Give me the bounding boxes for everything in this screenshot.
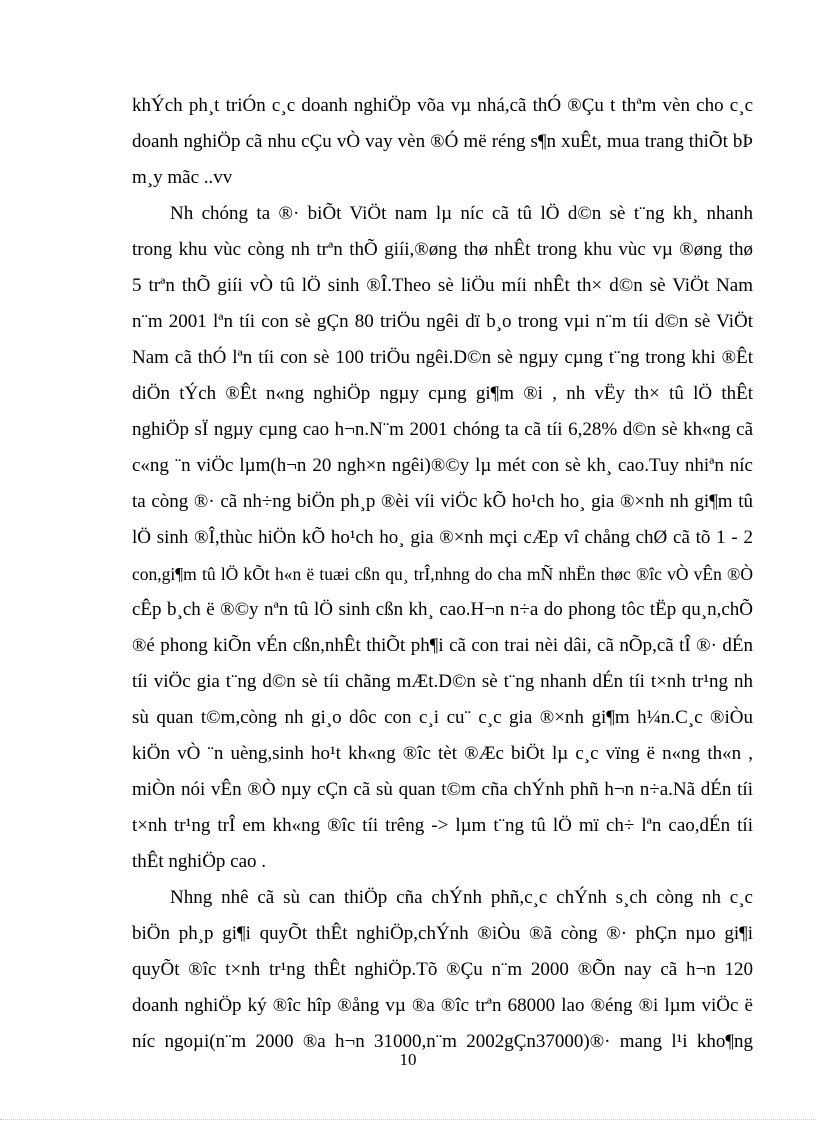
text-line: t×nh tr¹ng trÎ em kh«ng ®îc tíi trêng -> lµm t¨ng tû lÖ mï ch÷ lªn cao,dÉn tíi [132,815,753,836]
text-line: quyÕt ®îc t×nh tr¹ng thÊt nghiÖp.Tõ ®Çu n¨m 2000 ®Õn nay cã h¬n 120 [132,959,753,980]
text-line: miÒn nói vÊn ®Ò nµy cÇn cã sù quan t©m cña chÝnh phñ h¬n n÷a.Nã dÉn tíi [132,779,753,800]
text-line: m¸y mãc ..vv [132,167,233,188]
text-line: Nam cã thÓ lªn tíi con sè 100 triÖu ngêi.D©n sè ngµy cµng t¨ng trong khi ®Êt [132,347,753,368]
text-line: c«ng ¨n viÖc lµm(h¬n 20 ngh×n ngêi)®©y lµ mét con sè kh¸ cao.Tuy nhiªn níc [132,455,753,476]
text-line: biÖn ph¸p gi¶i quyÕt thÊt nghiÖp,chÝnh ®iÒu ®ã còng ®· phÇn nµo gi¶i [132,923,753,944]
text-line: con,gi¶m tû lÖ kÕt h«n ë tuæi cßn qu¸ trÎ,nhng do cha mÑ nhËn thøc ®îc vÒ vÊn ®Ò [132,564,753,584]
text-line: cÊp b¸ch ë ®©y nªn tû lÖ sinh cßn kh¸ cao.H¬n n÷a do phong tôc tËp qu¸n,chÕ [132,599,753,620]
text-line: nghiÖp sÏ ngµy cµng cao h¬n.N¨m 2001 chóng ta cã tíi 6,28% d©n sè kh«ng cã [132,419,753,440]
text-line: lÖ sinh ®Î,thùc hiÖn kÕ ho¹ch ho¸ gia ®×nh mçi cÆp vî chång chØ cã tõ 1 - 2 [132,527,753,548]
text-line: doanh nghiÖp cã nhu cÇu vÒ vay vèn ®Ó më réng s¶n xuÊt, mua trang thiÕt bÞ [132,131,753,152]
text-line: doanh nghiÖp ký ®îc hîp ®ång vµ ®a ®îc trªn 68000 lao ®éng ®i lµm viÖc ë [132,995,753,1016]
paragraph-first-line: Nh chóng ta ®· biÕt ViÖt nam lµ níc cã tû lÖ d©n sè t¨ng kh¸ nhanh [170,203,753,224]
text-line: khÝch ph¸t triÓn c¸c doanh nghiÖp võa vµ nhá,cã thÓ ®Çu t thªm vèn cho c¸c [132,95,753,116]
paragraph-first-line: Nhng nhê cã sù can thiÖp cña chÝnh phñ,c¸c chÝnh s¸ch còng nh c¸c [170,887,753,908]
text-line: ta còng ®· cã nh÷ng biÖn ph¸p ®èi víi viÖc kÕ ho¹ch ho¸ gia ®×nh nh gi¶m tû [132,491,753,512]
text-line: tíi viÖc gia t¨ng d©n sè tíi chãng mÆt.D©n sè t¨ng nhanh dÉn tíi t×nh tr¹ng nh [132,671,753,692]
text-line: diÖn tÝch ®Êt n«ng nghiÖp ngµy cµng gi¶m ®i , nh vËy th× tû lÖ thÊt [132,383,753,404]
text-line: níc ngoµi(n¨m 2000 ®a h¬n 31000,n¨m 2002gÇn37000)®· mang l¹i kho¶ng [132,1031,753,1052]
body-text [132,88,753,1060]
text-line: sù quan t©m,còng nh gi¸o dôc con c¸i cu¨ c¸c gia ®×nh gi¶m h¼n.C¸c ®iÒu [132,707,753,728]
text-line: trong khu vùc còng nh trªn thÕ giíi,®øng thø nhÊt trong khu vùc vµ ®øng thø [132,239,753,260]
page-edge-divider [0,1119,816,1120]
text-line: kiÖn vÒ ¨n uèng,sinh ho¹t kh«ng ®îc tèt ®Æc biÖt lµ c¸c vïng ë n«ng th«n , [132,743,753,764]
text-line: thÊt nghiÖp cao . [132,851,267,872]
page-number: 10 [399,1050,417,1069]
text-line: ®é phong kiÕn vÉn cßn,nhÊt thiÕt ph¶i cã con trai nèi dâi, cã nÕp,cã tÎ ®· dÉn [132,635,753,656]
text-line: n¨m 2001 lªn tíi con sè gÇn 80 triÖu ngêi dï b¸o trong vµi n¨m tíi d©n sè ViÖt [132,311,753,332]
text-line: 5 trªn thÕ giíi vÒ tû lÖ sinh ®Î.Theo sè liÖu míi nhÊt th× d©n sè ViÖt Nam [132,275,753,296]
